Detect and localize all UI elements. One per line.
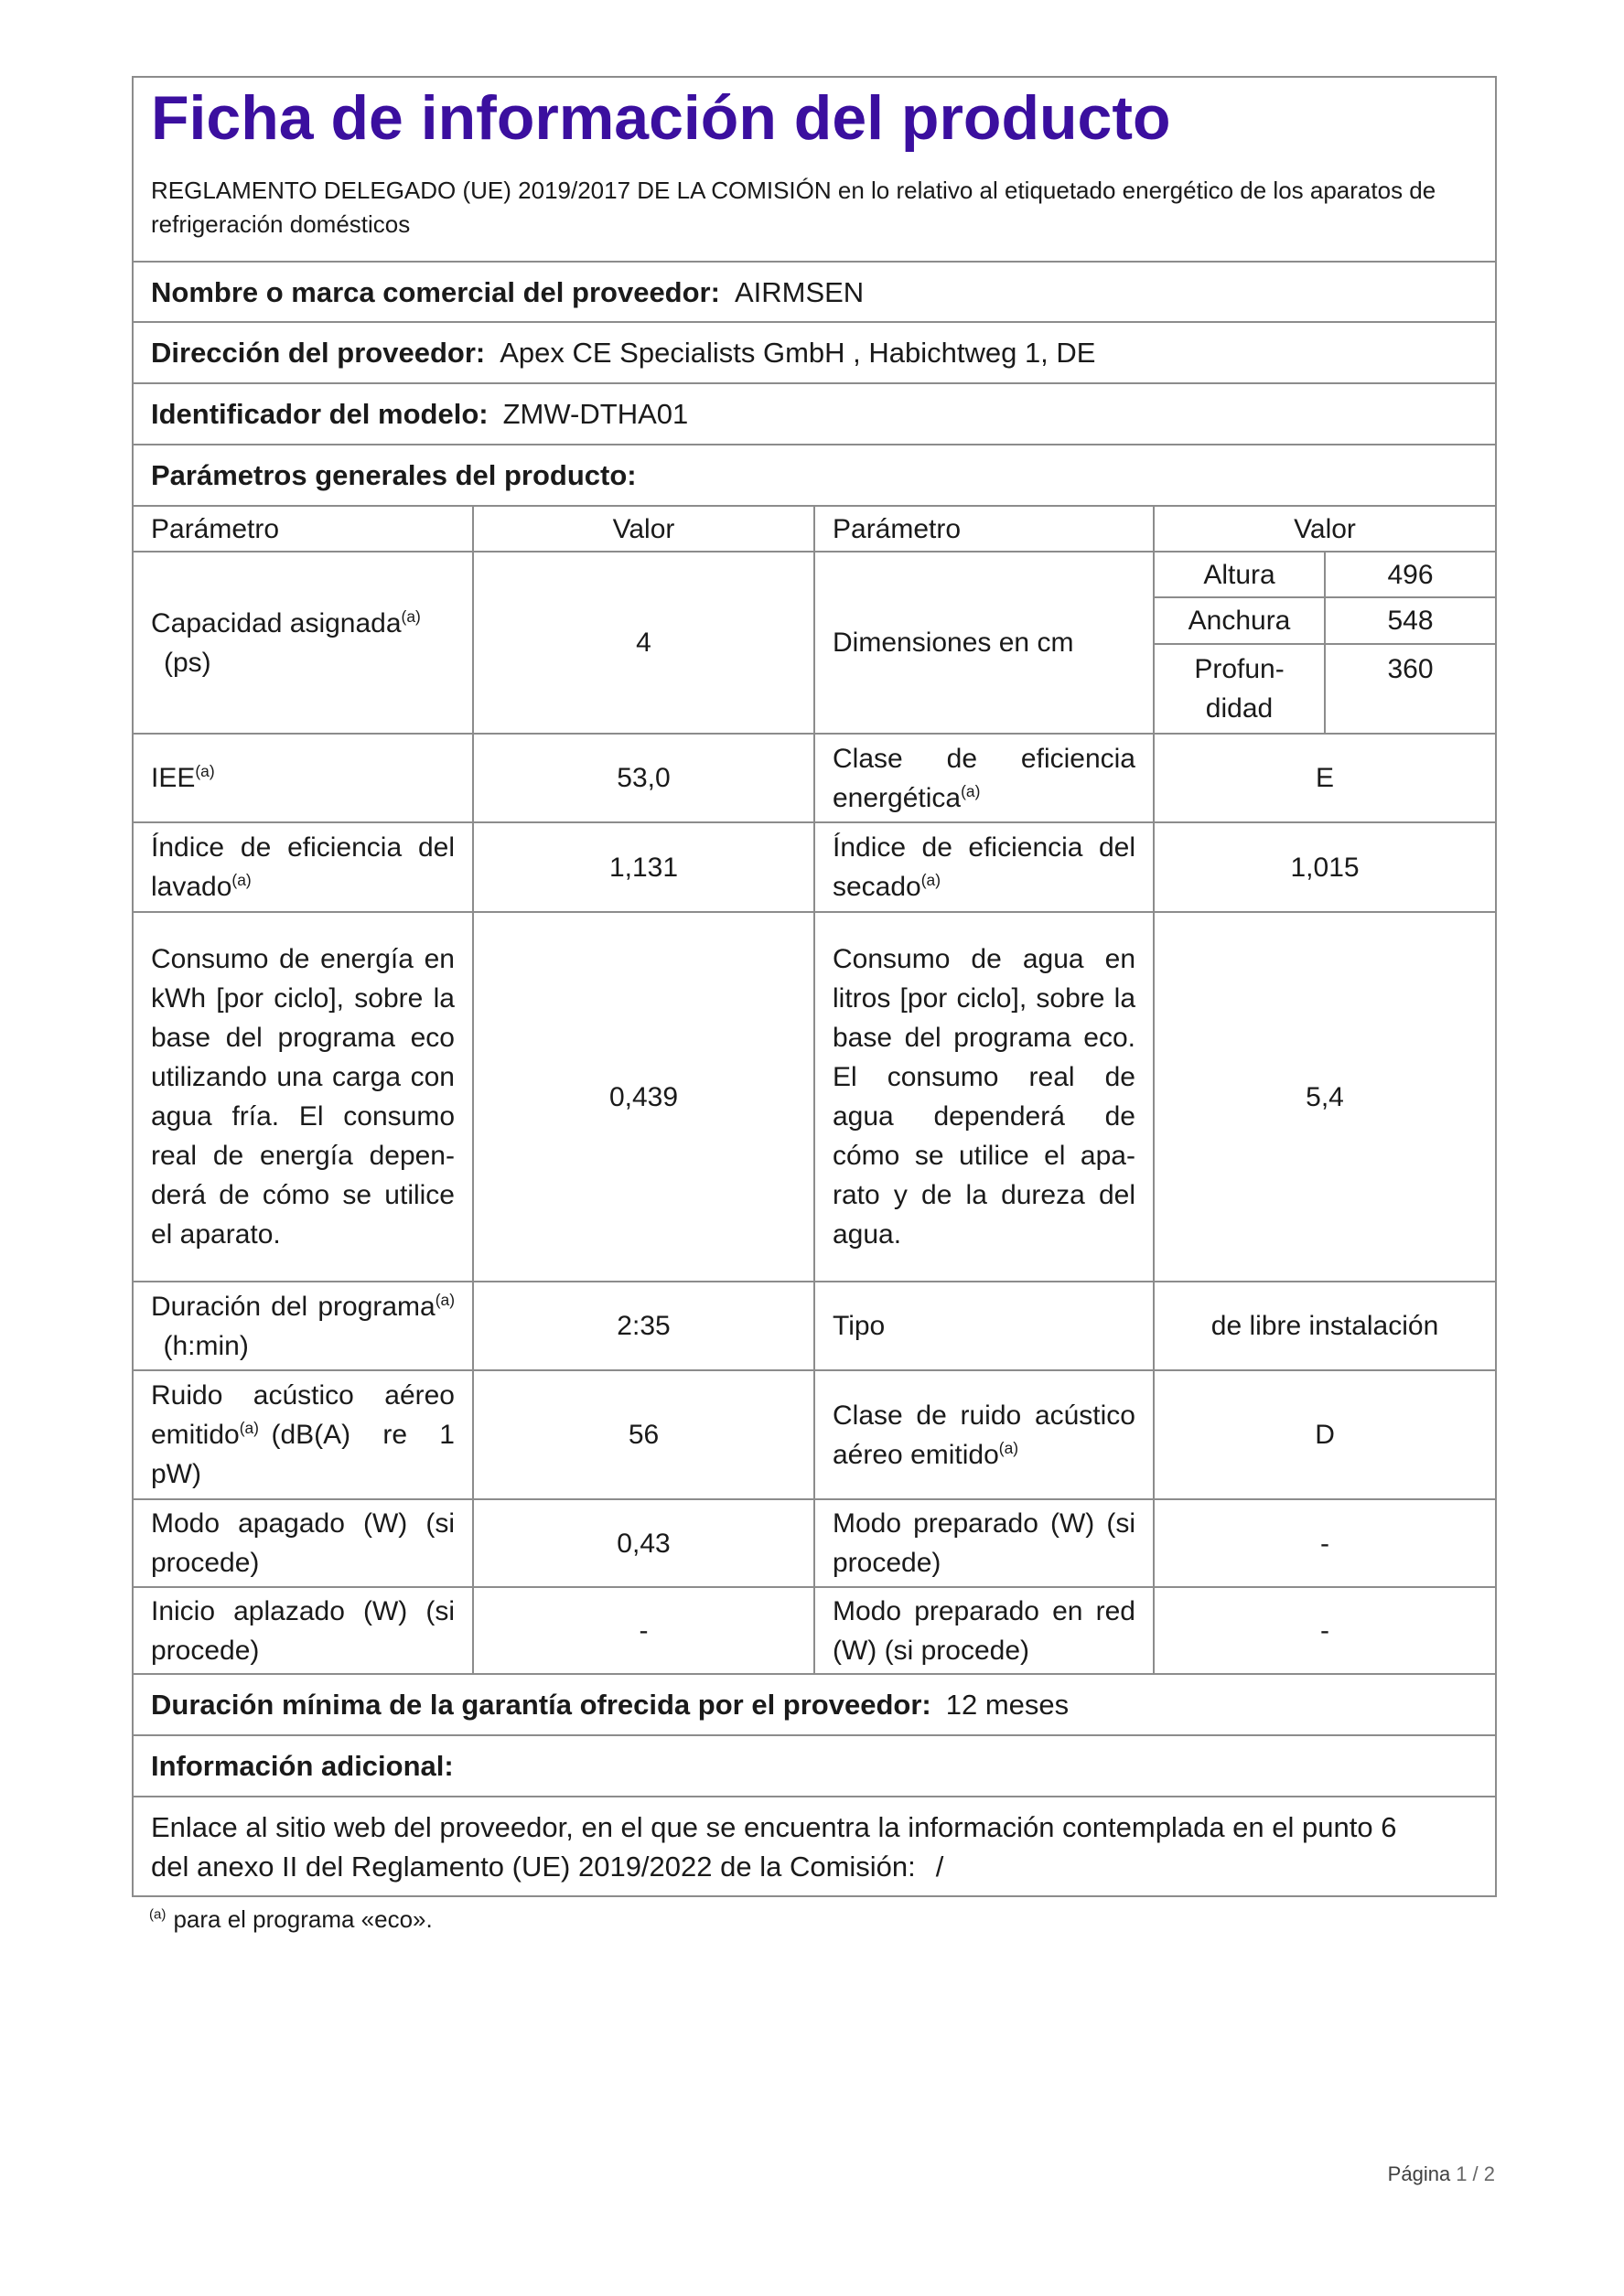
table-row [133, 1499, 1496, 1587]
dimension-depth-label: Profundidad [1155, 645, 1324, 733]
model-identifier-row [133, 383, 1496, 445]
energy-class-label: Clase de eficiencia energética [833, 743, 1135, 813]
drying-efficiency-label-cell [814, 822, 1154, 912]
supplier-address-value: Apex CE Specialists GmbH , Habichtweg 1, DE [500, 337, 1096, 369]
footnote [132, 1903, 1495, 1936]
airborne-noise-unit: (dB(A) re 1 pW) [151, 1420, 455, 1489]
footnote-marker: (a) [401, 606, 421, 626]
noise-class-label: Clase de ruido acústico aéreo emitido [833, 1400, 1135, 1470]
capacity-unit: (ps) [164, 647, 211, 678]
noise-class-value: D [1154, 1370, 1496, 1499]
standby-mode-label: Modo preparado (W) (si procede) [814, 1499, 1154, 1587]
dimensions-cell [1154, 552, 1496, 734]
params-heading-row [133, 445, 1496, 506]
table-row [133, 1370, 1496, 1499]
programme-duration-unit: (h:min) [163, 1330, 249, 1361]
model-identifier-cell [133, 383, 1496, 445]
programme-duration-label: Duración del programa [151, 1291, 436, 1322]
capacity-value: 4 [473, 552, 814, 734]
drying-efficiency-value: 1,015 [1154, 822, 1496, 912]
column-header-parameter: Parámetro [814, 506, 1154, 552]
delay-start-label: Inicio aplazado (W) (si procede) [133, 1587, 473, 1674]
warranty-label: Duración mínima de la garantía ofrecida por el proveedor: [151, 1689, 931, 1721]
page-title: Ficha de información del producto [151, 83, 1171, 153]
networked-standby-value: - [1154, 1587, 1496, 1674]
page-number [1388, 2161, 1495, 2188]
params-heading: Parámetros generales del producto: [151, 459, 637, 491]
energy-consumption-value: 0,439 [473, 912, 814, 1282]
supplier-website-value: / [935, 1850, 944, 1883]
iee-value: 53,0 [473, 734, 814, 822]
capacity-label-cell [133, 552, 473, 734]
footnote-marker: (a) [149, 1906, 167, 1923]
dimension-height-label: Altura [1155, 553, 1324, 596]
networked-standby-label: Modo preparado en red (W) (si procede) [814, 1587, 1154, 1674]
table-row [133, 1282, 1496, 1370]
page-number-value: 1 / 2 [1456, 2162, 1495, 2185]
regulation-text: REGLAMENTO DELEGADO (UE) 2019/2017 DE LA COMISIÓN en lo relativo al etiquetado energético de los aparatos de refrigeración domésticos [151, 177, 1436, 238]
supplier-name-row [133, 262, 1496, 322]
supplier-website-text-line2-wrap [151, 1847, 1491, 1886]
footnote-marker: (a) [998, 1438, 1019, 1457]
appliance-type-value: de libre instalación [1154, 1282, 1496, 1370]
column-header-value: Valor [473, 506, 814, 552]
warranty-row [133, 1674, 1496, 1735]
footnote-marker: (a) [961, 781, 981, 800]
supplier-name-cell [133, 262, 1496, 322]
dimension-width-label: Anchura [1155, 598, 1324, 643]
appliance-type-label: Tipo [814, 1282, 1154, 1370]
model-identifier-label: Identificador del modelo: [151, 398, 489, 430]
dimension-width-value: 548 [1326, 598, 1495, 643]
iee-label: IEE [151, 763, 196, 793]
supplier-address-label: Dirección del proveedor: [151, 337, 486, 369]
supplier-website-row [133, 1797, 1496, 1896]
water-consumption-value: 5,4 [1154, 912, 1496, 1282]
water-consumption-label: Consumo de agua en litros [por ciclo], sobre la base del programa eco. El consumo real de agua dependerá de cómo se utilice el aparato y de la dureza del agua. [814, 912, 1154, 1282]
warranty-cell [133, 1674, 1496, 1735]
dimensions-label: Dimensiones en cm [814, 552, 1154, 734]
delay-start-value: - [473, 1587, 814, 1674]
dimensions-grid [1155, 553, 1495, 733]
additional-info-cell [133, 1735, 1496, 1797]
supplier-website-cell [133, 1797, 1496, 1896]
airborne-noise-value: 56 [473, 1370, 814, 1499]
table-header-row [133, 506, 1496, 552]
capacity-label: Capacidad asignada [151, 607, 402, 638]
supplier-website-text-line1: Enlace al sitio web del proveedor, en el que se encuentra la información contemplada en el punto 6 [151, 1810, 1397, 1843]
column-header-parameter: Parámetro [133, 506, 473, 552]
supplier-address-cell [133, 322, 1496, 383]
standby-mode-value: - [1154, 1499, 1496, 1587]
dimension-depth-value: 360 [1326, 645, 1495, 733]
table-row [133, 822, 1496, 912]
supplier-name-value: AIRMSEN [734, 275, 865, 308]
airborne-noise-label: Ruido acústico aéreo emitido [151, 1380, 455, 1450]
title-cell [133, 77, 1496, 262]
table-row [133, 1587, 1496, 1674]
energy-class-label-cell [814, 734, 1154, 822]
washing-efficiency-value: 1,131 [473, 822, 814, 912]
footnote-marker: (a) [231, 871, 252, 889]
off-mode-label: Modo apagado (W) (si procede) [133, 1499, 473, 1587]
footnote-marker: (a) [195, 762, 215, 780]
footnote-marker: (a) [239, 1419, 259, 1437]
supplier-address-row [133, 322, 1496, 383]
product-info-sheet [132, 76, 1495, 1936]
footnote-marker: (a) [920, 871, 941, 889]
off-mode-value: 0,43 [473, 1499, 814, 1587]
additional-info-label: Información adicional: [151, 1750, 454, 1782]
footnote-marker: (a) [435, 1290, 455, 1309]
iee-label-cell [133, 734, 473, 822]
warranty-value: 12 meses [945, 1689, 1070, 1721]
product-info-table [132, 76, 1497, 1897]
title-row [133, 77, 1496, 262]
table-row [133, 912, 1496, 1282]
page-number-label: Página [1387, 2162, 1451, 2185]
footnote-text: para el programa «eco». [173, 1905, 433, 1933]
model-identifier-value: ZMW-DTHA01 [502, 398, 689, 430]
supplier-website-text-line2: del anexo II del Reglamento (UE) 2019/2022 de la Comisión: [151, 1850, 916, 1883]
additional-info-row [133, 1735, 1496, 1797]
supplier-name-label: Nombre o marca comercial del proveedor: [151, 275, 720, 308]
drying-efficiency-label: Índice de eficiencia del secado [833, 832, 1135, 902]
washing-efficiency-label: Índice de eficiencia del lavado [151, 832, 455, 902]
airborne-noise-label-cell [133, 1370, 473, 1499]
washing-efficiency-label-cell [133, 822, 473, 912]
column-header-value: Valor [1154, 506, 1496, 552]
energy-consumption-label: Consumo de energía en kWh [por ciclo], sobre la base del programa eco utilizando una carga con agua fría. El consumo real de energía dependerá de cómo se utilice el aparato. [133, 912, 473, 1282]
table-row [133, 734, 1496, 822]
programme-duration-label-cell [133, 1282, 473, 1370]
table-row [133, 552, 1496, 734]
dimension-height-value: 496 [1326, 553, 1495, 596]
programme-duration-value: 2:35 [473, 1282, 814, 1370]
noise-class-label-cell [814, 1370, 1154, 1499]
energy-class-value: E [1154, 734, 1496, 822]
params-heading-cell [133, 445, 1496, 506]
